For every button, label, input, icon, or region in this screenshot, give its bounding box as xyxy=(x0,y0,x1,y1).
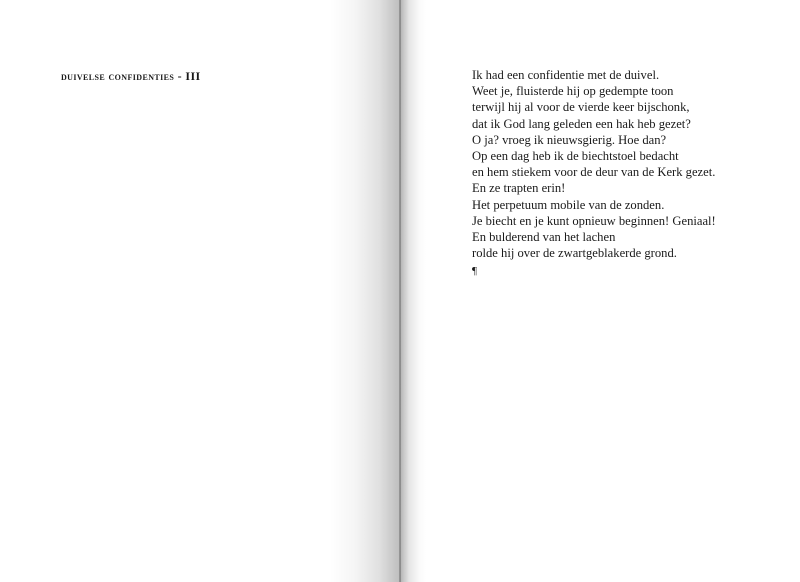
poem-line: terwijl hij al voor de vierde keer bijschonk, xyxy=(472,100,690,115)
poem-title: duivelse confidenties - III xyxy=(61,69,201,83)
poem-line: En ze trapten erin! xyxy=(472,181,566,196)
poem-line: O ja? vroeg ik nieuwsgierig. Hoe dan? xyxy=(472,132,667,147)
poem-body xyxy=(472,67,716,261)
right-page xyxy=(400,0,800,582)
poem-line: Het perpetuum mobile van de zonden. xyxy=(472,197,665,212)
poem-line: dat ik God lang geleden een hak heb gezet? xyxy=(472,116,691,131)
poem-line: En bulderend van het lachen xyxy=(472,230,616,245)
poem-line: Ik had een confidentie met de duivel. xyxy=(472,68,660,82)
pilcrow-end-mark: ¶ xyxy=(472,265,477,277)
gutter-shadow-right xyxy=(400,0,426,582)
poem-line: Weet je, fluisterde hij op gedempte toon xyxy=(472,84,674,99)
poem-line: rolde hij over de zwartgeblakerde grond. xyxy=(472,246,677,261)
book-gutter xyxy=(399,0,401,582)
poem-line: Op een dag heb ik de biechtstoel bedacht xyxy=(472,149,679,164)
poem-line: en hem stiekem voor de deur van de Kerk gezet. xyxy=(472,165,716,180)
poem-line: Je biecht en je kunt opnieuw beginnen! Geniaal! xyxy=(472,213,716,228)
gutter-shadow-left xyxy=(330,0,400,582)
